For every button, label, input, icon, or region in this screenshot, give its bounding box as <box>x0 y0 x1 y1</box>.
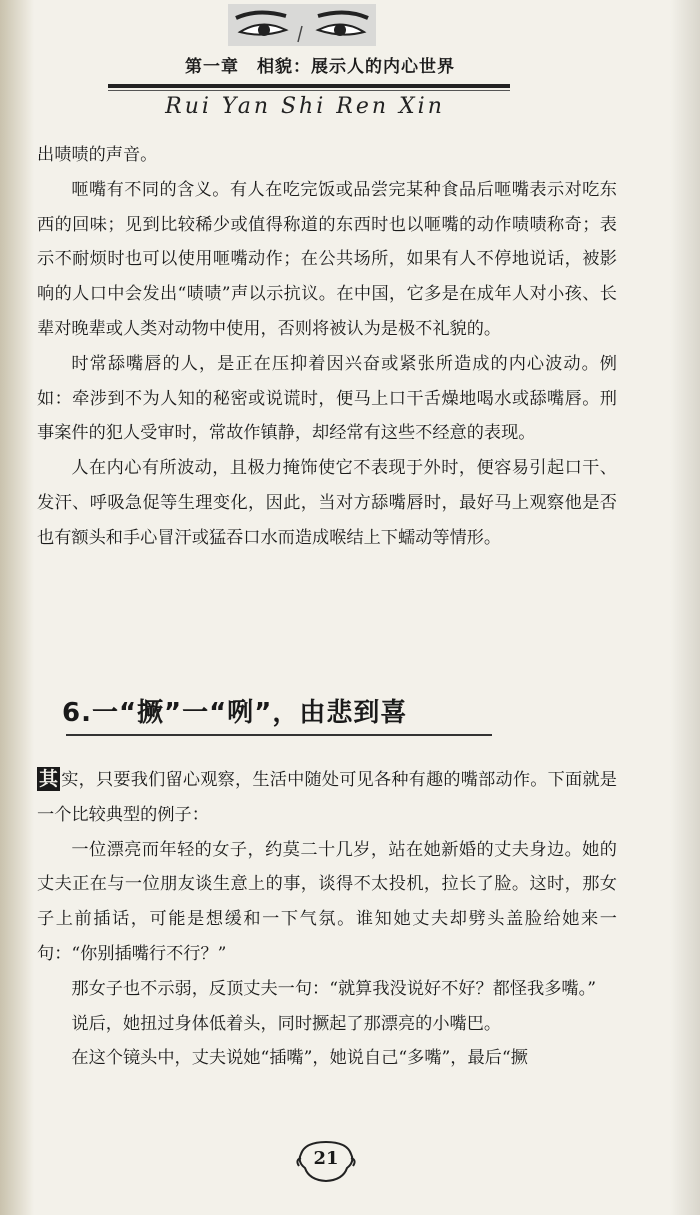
body-text-section-1 <box>37 138 617 556</box>
page-number: 21 <box>313 1148 339 1169</box>
paragraph: 人在内心有所波动，且极力掩饰使它不表现于外时，便容易引起口干、发汗、呼吸急促等生理变化，因此，当对方舔嘴唇时，最好马上观察他是否也有额头和手心冒汗或猛吞口水而造成喉结上下蠕动等情形。 <box>37 458 617 548</box>
paragraph: 时常舔嘴唇的人，是正在压抑着因兴奋或紧张所造成的内心波动。例如：牵涉到不为人知的秘密或说谎时，便马上口干舌燥地喝水或舔嘴唇。刑事案件的犯人受审时，常故作镇静，却经常有这些不经意的表现。 <box>37 353 617 444</box>
page-gutter-shadow <box>0 0 34 1215</box>
paragraph-text: 实，只要我们留心观察，生活中随处可见各种有趣的嘴部动作。下面就是一个比较典型的例子： <box>37 770 617 825</box>
paragraph: 在这个镜头中，丈夫说她“插嘴”，她说自己“多嘴”，最后“撅 <box>71 1048 528 1069</box>
page-edge-shadow <box>670 0 700 1215</box>
section-heading-rule <box>66 734 492 736</box>
paragraph: 说后，她扭过身体低着头，同时撅起了那漂亮的小嘴巴。 <box>71 1013 502 1034</box>
section-heading: 6.一“撅”一“咧”，由悲到喜 <box>62 698 408 728</box>
dropcap: 其 <box>39 768 59 790</box>
chapter-subtitle: Rui Yan Shi Ren Xin <box>165 94 445 119</box>
paragraph: 咂嘴有不同的含义。有人在吃完饭或品尝完某种食品后咂嘴表示对吃东西的回味；见到比较稀少或值得称道的东西时也以咂嘴的动作啧啧称奇；表示不耐烦时也可以使用咂嘴动作；在公共场所，如果有人不停地说话，被影响的人口中会发出“啧啧”声以示抗议。在中国，它多是在成年人对小孩、长辈对晚辈或人类对动物中使用，否则将被认为是极不礼貌的。 <box>37 179 617 339</box>
chapter-title: 第一章 相貌：展示人的内心世界 <box>185 57 455 77</box>
paragraph: 一位漂亮而年轻的女子，约莫二十几岁，站在她新婚的丈夫身边。她的丈夫正在与一位朋友谈生意上的事，谈得不太投机，拉长了脸。这时，那女子上前插话，可能是想缓和一下气氛。谁知她丈夫却劈头盖脸给她来一句：“你别插嘴行不行？” <box>37 839 617 964</box>
paragraph: 出啧啧的声音。 <box>37 145 158 165</box>
header-rule <box>108 84 510 88</box>
body-text-section-2 <box>37 763 617 1076</box>
page-number-badge <box>291 1138 361 1184</box>
paragraph: 那女子也不示弱，反顶丈夫一句：“就算我没说好不好？都怪我多嘴。” <box>71 978 596 999</box>
header-rule-thin <box>108 90 510 91</box>
eyes-icon <box>228 4 376 46</box>
eyes-illustration <box>228 4 376 46</box>
paragraph-with-dropcap <box>37 763 617 833</box>
